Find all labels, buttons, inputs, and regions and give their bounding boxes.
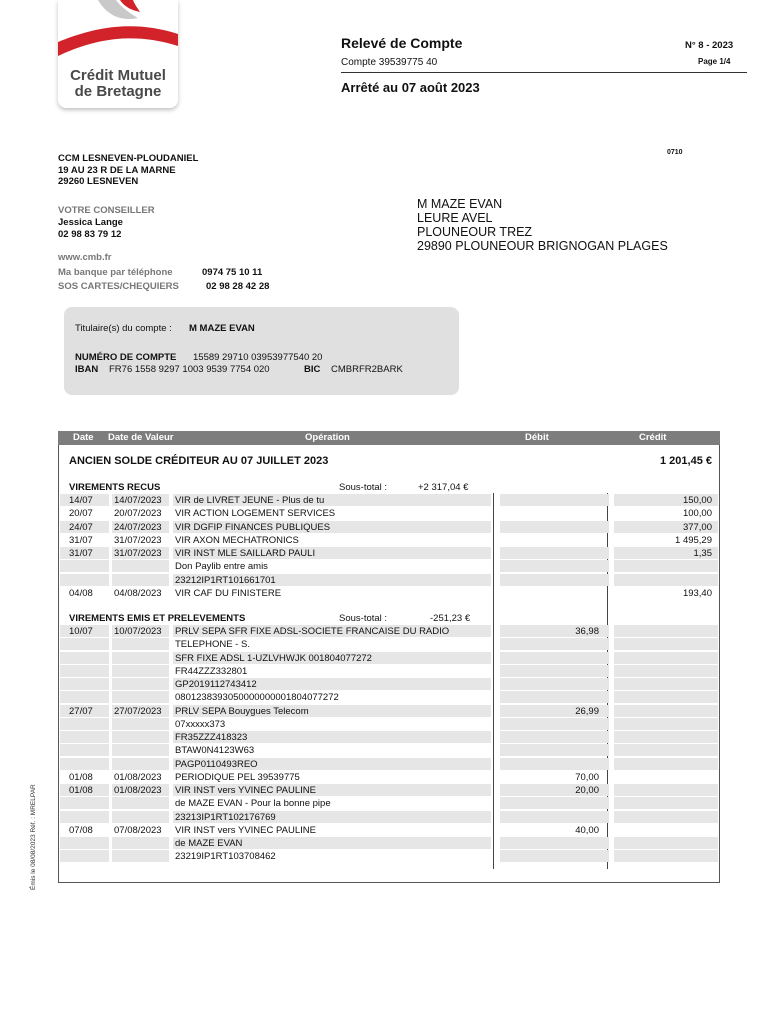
transaction-operation: VIR AXON MECHATRONICS [175,534,299,546]
subtotal-value-received: +2 317,04 € [418,482,469,493]
transaction-debit [500,560,609,572]
iban-label: IBAN [75,364,99,375]
table-row [60,758,718,771]
transaction-debit: 20,00 [500,784,609,796]
transaction-credit: 100,00 [682,508,712,520]
transaction-credit [614,784,718,796]
transaction-operation: PRLV SEPA SFR FIXE ADSL-SOCIETE FRANCAISE DU RADIO [173,625,491,637]
transaction-operation: VIR CAF DU FINISTERE [175,587,282,599]
statement-title: Relevé de Compte [341,35,463,51]
transaction-date [60,678,109,690]
transaction-credit [614,837,718,849]
table-row [60,574,718,587]
bank-website[interactable]: www.cmb.fr [58,252,112,263]
transaction-credit [614,718,718,730]
agency-address [58,153,198,188]
bank-logo-graphic [58,0,178,64]
transaction-operation: GP2019112743412 [173,678,491,690]
transaction-operation: VIR DGFIP FINANCES PUBLIQUES [173,521,491,533]
transaction-debit [500,521,609,533]
transaction-credit [614,744,718,756]
transaction-debit [500,744,609,756]
table-row [60,718,718,731]
transaction-operation: FR44ZZZ332801 [175,665,248,677]
transaction-credit [614,560,718,572]
transaction-debit [500,507,609,519]
transaction-value-date: 10/07/2023 [112,625,169,637]
transaction-operation: 23219IP1RT103708462 [175,851,276,863]
transaction-value-date: 01/08/2023 [112,784,169,796]
recipient-line3: PLOUNEOUR TREZ [417,225,533,239]
emission-note: Émis le 08/08/2023 Réf. : MRELPAR [30,784,37,890]
transaction-value-date [112,638,169,650]
advisor-label: VOTRE CONSEILLER [58,205,155,216]
transaction-date [60,652,109,664]
transaction-date: 10/07 [60,625,109,637]
table-row [60,534,718,547]
transaction-debit [500,494,609,506]
transaction-operation: FR35ZZZ418323 [173,731,491,743]
transaction-value-date: 20/07/2023 [114,508,162,520]
transaction-operation: 23213IP1RT102176769 [173,811,491,823]
table-row [60,652,718,665]
transaction-operation: VIR ACTION LOGEMENT SERVICES [175,508,336,520]
transaction-operation: TELEPHONE - S. [175,639,250,651]
transaction-date [60,797,109,809]
col-date: Date [73,432,94,443]
transaction-date [60,665,109,677]
transaction-operation: SFR FIXE ADSL 1-UZLVHWJK 001804077272 [173,652,491,664]
table-row [60,678,718,691]
transaction-debit [500,837,609,849]
transaction-debit: 26,99 [500,705,609,717]
transaction-debit [500,547,609,559]
transaction-credit [614,625,718,637]
transaction-credit [614,797,718,809]
transaction-operation: 0801238393050000000001804077272 [175,692,339,704]
transaction-debit: 40,00 [575,824,599,836]
transaction-debit [500,691,609,703]
transaction-debit [500,574,609,586]
transaction-debit [500,758,609,770]
transaction-credit: 193,40 [682,587,712,599]
transaction-date: 24/07 [60,521,109,533]
transaction-value-date [112,691,169,703]
table-row [60,665,718,678]
subtotal-label-received: Sous-total : [339,482,388,493]
transaction-debit [500,797,609,809]
iban-value: FR76 1558 9297 1003 9539 7754 020 [109,364,270,375]
transaction-date [60,837,109,849]
transactions-table-header [58,431,720,445]
table-row [60,744,718,757]
transaction-value-date [112,574,169,586]
previous-balance-amount: 1 201,45 € [660,455,712,467]
transaction-value-date [112,718,169,730]
transaction-debit [500,811,609,823]
transaction-debit [500,731,609,743]
phone-bank-label: Ma banque par téléphone [58,267,173,278]
bank-logo [58,0,178,108]
transaction-value-date [112,811,169,823]
transaction-value-date: 31/07/2023 [114,534,162,546]
transaction-debit [500,718,609,730]
sos-cards-label: SOS CARTES/CHEQUIERS [58,281,179,292]
table-row [60,507,718,520]
agency-address-line2: 29260 LESNEVEN [58,176,139,187]
transaction-date [60,560,109,572]
recipient-line4: 29890 PLOUNEOUR BRIGNOGAN PLAGES [417,239,668,253]
transaction-date: 20/07 [69,508,93,520]
transaction-operation: PAGP0110493REO [173,758,491,770]
transaction-date [60,744,109,756]
subtotal-value-sent: -251,23 € [430,613,471,624]
transaction-debit [500,638,609,650]
holder-name: M MAZE EVAN [189,323,255,334]
transaction-operation: Don Paylib entre amis [175,561,268,573]
col-credit: Crédit [639,432,667,443]
sos-cards-number: 02 98 28 42 28 [206,281,270,292]
table-row [60,731,718,744]
account-number-value: 15589 29710 03953977540 20 [193,352,323,363]
table-row [60,691,718,704]
agency-address-line1: 19 AU 23 R DE LA MARNE [58,164,176,176]
transaction-value-date [112,850,169,862]
transaction-operation: VIR INST vers YVINEC PAULINE [173,784,491,796]
transaction-value-date: 04/08/2023 [114,587,162,599]
bic-value: CMBRFR2BARK [331,364,403,375]
agency-name: CCM LESNEVEN-PLOUDANIEL [58,153,199,164]
table-row [60,625,718,638]
transaction-date: 31/07 [60,547,109,559]
bank-logo-line2: de Bretagne [74,83,162,100]
transaction-value-date: 27/07/2023 [112,705,169,717]
col-value-date: Date de Valeur [108,432,174,443]
transaction-credit [614,638,718,650]
transaction-debit [500,850,609,862]
table-row [60,837,718,850]
recipient-address [417,197,668,253]
transaction-value-date [112,758,169,770]
transaction-value-date [112,560,169,572]
transaction-date [60,731,109,743]
transaction-operation: VIR INST MLE SAILLARD PAULI [173,547,491,559]
table-row [60,521,718,534]
internal-code: 0710 [667,149,683,156]
col-debit: Débit [525,432,549,443]
transaction-date: 31/07 [69,534,93,546]
phone-bank-number: 0974 75 10 11 [202,267,263,278]
bic-label: BIC [304,364,321,375]
bank-logo-line1: Crédit Mutuel [70,67,166,84]
transaction-debit [500,665,609,677]
transaction-operation: BTAW0N4123W63 [175,745,255,757]
transaction-credit [614,652,718,664]
transaction-value-date: 31/07/2023 [112,547,169,559]
transaction-credit: 150,00 [614,494,718,506]
transaction-value-date [112,797,169,809]
transaction-credit [614,678,718,690]
transaction-value-date [112,652,169,664]
transaction-operation: PERIODIQUE PEL 39539775 [175,771,300,783]
col-operation: Opération [305,432,350,443]
transaction-credit [614,574,718,586]
advisor-name: Jessica Lange [58,217,123,228]
transaction-value-date: 01/08/2023 [114,771,162,783]
transaction-operation: PRLV SEPA Bouygues Telecom [173,705,491,717]
transaction-value-date: 14/07/2023 [112,494,169,506]
transaction-operation: VIR de LIVRET JEUNE - Plus de tu [173,494,491,506]
account-holder-box [64,307,459,395]
transaction-value-date: 07/08/2023 [114,824,162,836]
table-row [60,638,718,651]
table-row [60,560,718,573]
table-row [60,784,718,797]
transaction-date [60,691,109,703]
header-divider [341,72,747,73]
table-row [60,705,718,718]
transaction-date [60,850,109,862]
statement-date: Arrêté au 07 août 2023 [341,80,480,95]
transaction-value-date [112,665,169,677]
transaction-credit [614,850,718,862]
transaction-date: 07/08 [69,824,93,836]
transaction-date: 01/08 [69,771,93,783]
recipient-name: M MAZE EVAN [417,197,503,211]
account-reference: Compte 39539775 40 [341,57,438,68]
transaction-operation: 23212IP1RT101661701 [173,574,491,586]
transaction-credit [614,691,718,703]
transaction-date [60,718,109,730]
transaction-debit: 36,98 [500,625,609,637]
table-row [60,811,718,824]
advisor-phone: 02 98 83 79 12 [58,229,122,240]
transaction-credit [614,758,718,770]
transaction-debit [500,652,609,664]
table-row [60,850,718,863]
table-row [60,547,718,560]
transaction-date [60,758,109,770]
transaction-credit [614,665,718,677]
table-row [60,494,718,507]
transaction-value-date: 24/07/2023 [112,521,169,533]
transaction-date [60,811,109,823]
table-row [60,771,718,784]
transaction-operation: VIR INST vers YVINEC PAULINE [175,824,316,836]
transaction-value-date [112,731,169,743]
recipient-line2: LEURE AVEL [417,211,493,225]
transaction-operation: de MAZE EVAN - Pour la bonne pipe [175,798,331,810]
previous-balance-label: ANCIEN SOLDE CRÉDITEUR AU 07 JUILLET 2023 [69,455,329,467]
transaction-credit [614,705,718,717]
transaction-credit: 1 495,29 [675,534,712,546]
transaction-date: 27/07 [60,705,109,717]
transaction-date: 14/07 [60,494,109,506]
table-row [60,797,718,810]
transaction-date [60,574,109,586]
transaction-debit [500,678,609,690]
holder-label: Titulaire(s) du compte : [75,323,172,334]
subtotal-label-sent: Sous-total : [339,613,388,624]
section-title-received: VIREMENTS RECUS [69,482,161,493]
transaction-value-date [112,744,169,756]
table-row [60,587,718,600]
transaction-credit [614,824,718,836]
transaction-value-date [112,678,169,690]
transaction-credit [614,811,718,823]
transaction-date: 04/08 [69,587,93,599]
transaction-credit [614,731,718,743]
transaction-debit: 70,00 [575,771,599,783]
transaction-operation: 07xxxxx373 [175,718,226,730]
transaction-date [60,638,109,650]
transaction-credit: 377,00 [614,521,718,533]
table-row [60,824,718,837]
transaction-operation: de MAZE EVAN [173,837,491,849]
transaction-credit: 1,35 [614,547,718,559]
transaction-date: 01/08 [60,784,109,796]
page-number: Page 1/4 [698,57,731,66]
transaction-debit [500,587,609,599]
statement-number: N° 8 - 2023 [685,40,734,51]
section-title-sent: VIREMENTS EMIS ET PRELEVEMENTS [69,613,246,624]
transaction-debit [500,534,609,546]
transaction-credit [614,771,718,783]
transaction-value-date [112,837,169,849]
account-number-label: NUMÉRO DE COMPTE [75,352,177,363]
